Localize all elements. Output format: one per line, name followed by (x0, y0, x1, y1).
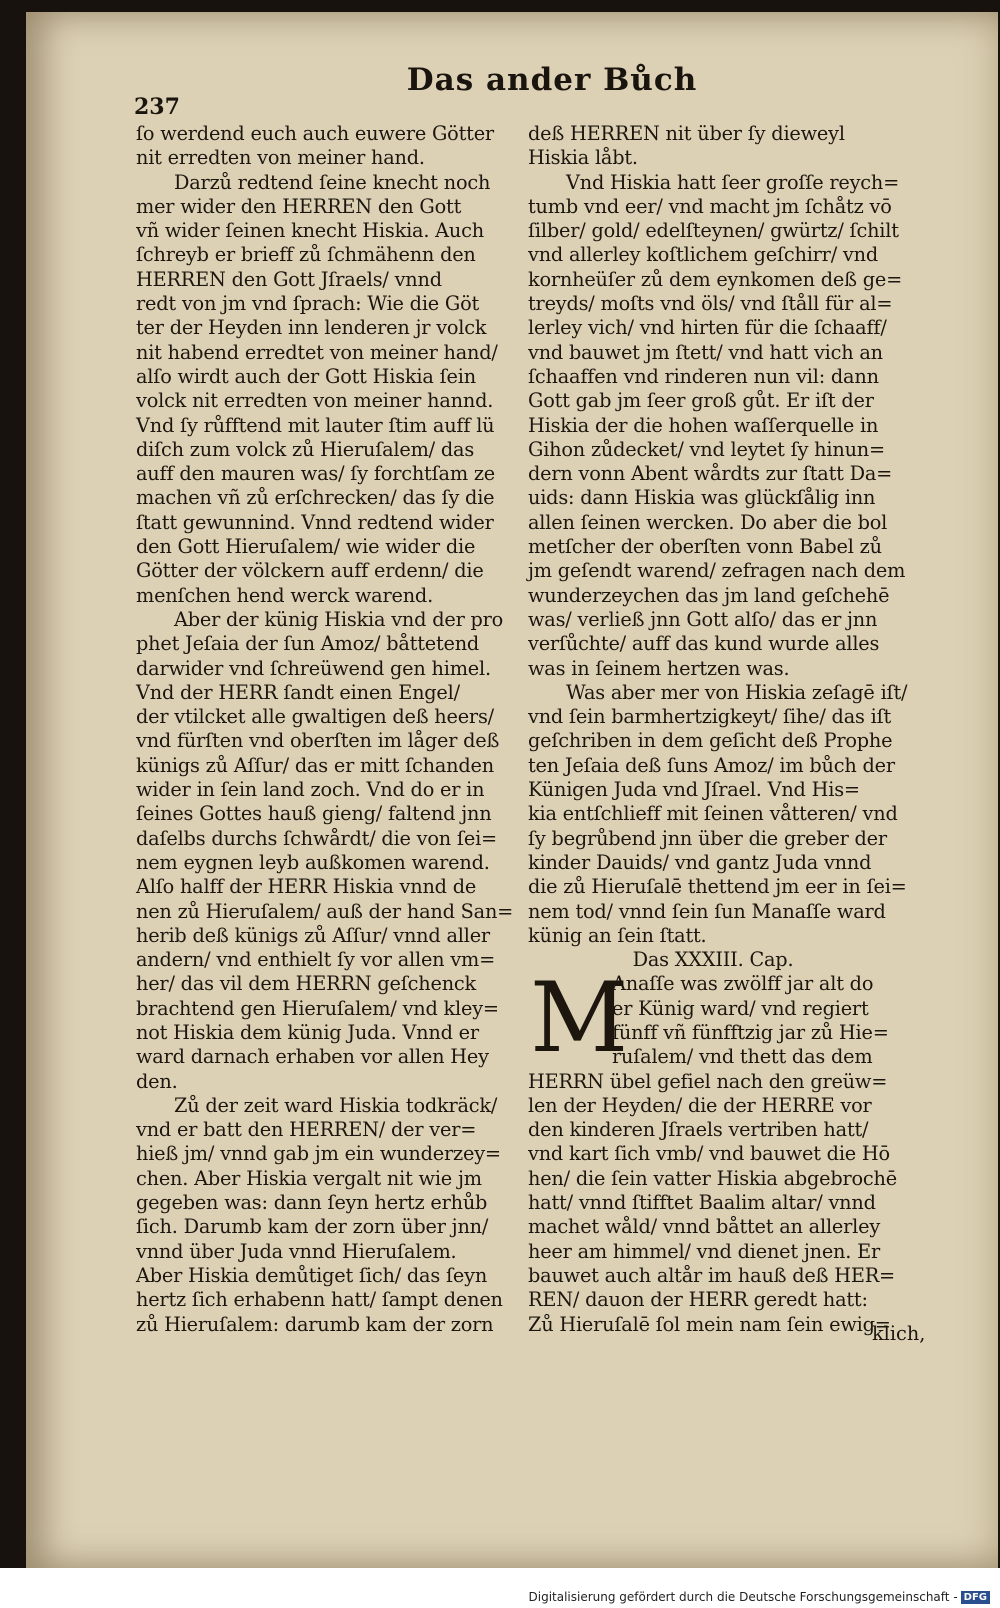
text-line: volck nit erredten von meiner hannd. (136, 389, 494, 413)
text-line: nen zů Hieruſalem/ auß der hand San= (136, 899, 514, 923)
running-head: Das ander Bůch (406, 62, 698, 98)
text-line: ſich. Darumb kam der zorn über jnn/ (136, 1215, 489, 1239)
text-line: daſelbs durchs ſchwårdt/ die von ſei= (136, 826, 497, 850)
page-number: 237 (134, 94, 180, 120)
text-line: ruſalem/ vnd thett das dem (612, 1045, 873, 1069)
text-line: tumb vnd eer/ vnd macht jm ſchåtz vō (528, 194, 892, 218)
text-line: ſchaaffen vnd rinderen nun vil: dann (528, 364, 879, 388)
text-line: diſch zum volck zů Hieruſalem/ das (136, 437, 475, 461)
text-line: er Künig ward/ vnd regiert (612, 996, 869, 1020)
text-line: vnd allerley koſtlichem geſchirr/ vnd (528, 243, 878, 267)
text-line: künigs zů Aſſur/ das er mitt ſchanden (136, 753, 494, 777)
text-line: Gott gab jm ſeer groß gůt. Er iſt der (528, 389, 874, 413)
text-line: darwider vnd ſchreüwend gen himel. (136, 656, 491, 680)
text-line: Vnd ſy růfftend mit lauter ſtim auff lü (136, 413, 495, 437)
text-line: HERREN den Gott Jſraels/ vnnd (136, 267, 442, 291)
text-line: heer am himmel/ vnd dienet jnen. Er (528, 1239, 881, 1263)
text-line: der vtilcket alle gwaltigen deß heers/ (136, 705, 494, 729)
catchword: klich, (872, 1322, 926, 1345)
text-line: ter der Heyden inn lenderen jr volck (136, 316, 487, 340)
text-line: dern vonn Abent wårdts zur ſtatt Da= (528, 462, 893, 486)
text-line: fünff vñ fünfftzig jar zů Hie= (612, 1020, 889, 1044)
text-line: brachtend gen Hieruſalem/ vnd kley= (136, 996, 499, 1020)
text-line: Anaſſe was zwölff jar alt do (612, 972, 874, 996)
text-line: kia entſchlieff mit ſeinen våtteren/ vnd (528, 802, 898, 826)
text-line: len der Heyden/ die der HERRE vor (528, 1093, 872, 1117)
text-line: ſchreyb er brieff zů ſchmähenn den (136, 243, 476, 267)
dfg-logo: DFG (961, 1591, 990, 1604)
text-line: machet wåld/ vnnd båttet an allerley (528, 1215, 881, 1239)
book-page (26, 12, 998, 1568)
text-line: Vnd der HERR ſandt einen Engel/ (136, 680, 460, 704)
text-line: uids: dann Hiskia was glückſålig inn (528, 486, 876, 510)
text-line: was/ verließ jnn Gott alſo/ das er jnn (528, 607, 878, 631)
text-line: Götter der völckern auff erdenn/ die (136, 559, 484, 583)
text-line: Das XXXIII. Cap. (632, 948, 794, 972)
text-line: ſeines Gottes hauß gieng/ faltend jnn (136, 802, 492, 826)
text-line: den. (136, 1069, 178, 1093)
text-line: not Hiskia dem künig Juda. Vnnd er (136, 1020, 479, 1044)
text-line: verſůchte/ auff das kund wurde alles (528, 632, 880, 656)
text-line: hertz ſich erhabenn hatt/ ſampt denen (136, 1288, 503, 1312)
text-line: ſilber/ gold/ edelſteynen/ gwürtz/ ſchilt (528, 219, 899, 243)
text-line: hieß jm/ vnnd gab jm ein wunderzey= (136, 1142, 501, 1166)
text-line: lerley vich/ vnd hirten für die ſchaaff/ (528, 316, 887, 340)
text-line: Hiskia låbt. (528, 146, 638, 170)
text-line: Zů Hieruſalē ſol mein nam ſein ewig= (528, 1312, 891, 1336)
footer-text: Digitalisierung gefördert durch die Deutsche Forschungsgemeinschaft - (528, 1590, 958, 1604)
text-line: vñ wider ſeinen knecht Hiskia. Auch (136, 219, 484, 243)
text-line: Darzů redtend ſeine knecht noch (174, 170, 491, 194)
text-line: ſo werdend euch auch euwere Götter (136, 122, 494, 145)
text-line: hatt/ vnnd ſtifftet Baalim altar/ vnnd (528, 1191, 876, 1215)
text-line: nem eygnen leyb außkomen warend. (136, 850, 490, 874)
text-line: Künigen Juda vnd Jſrael. Vnd His= (528, 778, 860, 802)
text-line: hen/ die ſein vatter Hiskia abgebrochē (528, 1166, 897, 1190)
text-line: vnd kart ſich vmb/ vnd bauwet die Hō (528, 1142, 890, 1166)
text-line: gegeben was: dann ſeyn hertz erhůb (136, 1191, 488, 1215)
text-line: alſo wirdt auch der Gott Hiskia ſein (136, 364, 476, 388)
footer-credit (529, 1590, 991, 1604)
text-line: allen ſeinen wercken. Do aber die bol (528, 510, 888, 534)
text-line: Zů der zeit ward Hiskia todkräck/ (174, 1093, 498, 1117)
text-line: vnd ſein barmhertzigkeyt/ ſihe/ das iſt (528, 705, 892, 729)
text-line: deß HERREN nit über ſy dieweyl (528, 122, 845, 145)
text-line: jm geſendt warend/ zefragen nach dem (528, 559, 906, 583)
text-line: nit erredten von meiner hand. (136, 146, 425, 170)
text-line: Aber der künig Hiskia vnd der pro (174, 607, 504, 631)
text-line: Alſo halff der HERR Hiskia vnnd de (136, 875, 477, 899)
text-line: geſchriben in dem geſicht deß Prophe (528, 729, 893, 753)
text-line: künig an ſein ſtatt. (528, 923, 707, 947)
text-line: bauwet auch altår im hauß deß HER= (528, 1263, 896, 1287)
text-line: nem tod/ vnnd ſein ſun Manaſſe ward (528, 899, 886, 923)
right-column (528, 122, 908, 1337)
text-line: redt von jm vnd ſprach: Wie die Göt (136, 292, 480, 316)
text-line: ſtatt gewunnind. Vnnd redtend wider (136, 510, 494, 534)
text-line: chen. Aber Hiskia vergalt nit wie jm (136, 1166, 482, 1190)
text-line: die zů Hieruſalē thettend jm eer in ſei= (528, 875, 907, 899)
text-line: herib deß künigs zů Aſſur/ vnnd aller (136, 923, 490, 947)
text-line: zů Hieruſalem: darumb kam der zorn (136, 1312, 494, 1336)
text-line: treyds/ moſts vnd öls/ vnd ſtåll für al= (528, 292, 893, 316)
text-line: machen vñ zů erſchrecken/ das ſy die (136, 486, 495, 510)
text-line: vnd er batt den HERREN/ der ver= (136, 1118, 477, 1142)
text-line: menſchen hend werck warend. (136, 583, 433, 607)
text-line: auff den mauren was/ ſy forchtſam ze (136, 462, 496, 486)
text-line: was in ſeinem hertzen was. (528, 656, 790, 680)
text-line: wunderzeychen das jm land geſchehē (528, 583, 890, 607)
text-line: Aber Hiskia demůtiget ſich/ das ſeyn (136, 1263, 488, 1287)
text-line: ten Jeſaia deß ſuns Amoz/ im bůch der (528, 753, 895, 777)
text-line: wider in ſein land zoch. Vnd do er in (136, 778, 485, 802)
drop-cap: M (530, 962, 629, 1074)
text-line: vnd bauwet jm ſtett/ vnd hatt vich an (528, 340, 883, 364)
text-line: den kinderen Jſraels vertriben hatt/ (528, 1118, 869, 1142)
text-line: ſy begrůbend jnn über die greber der (528, 826, 887, 850)
text-line: her/ das vil dem HERRN geſchenck (136, 972, 476, 996)
text-line: ward darnach erhaben vor allen Hey (136, 1045, 489, 1069)
text-line: nit habend erredtet von meiner hand/ (136, 340, 498, 364)
text-line: Gihon zůdecket/ vnd leytet ſy hinun= (528, 437, 885, 461)
text-line: mer wider den HERREN den Gott (136, 194, 462, 218)
text-line: metſcher der oberſten vonn Babel zů (528, 535, 882, 559)
left-column (136, 122, 514, 1337)
text-line: Was aber mer von Hiskia zeſagē iſt/ (566, 680, 908, 704)
text-line: den Gott Hieruſalem/ wie wider die (136, 535, 476, 559)
text-line: vnnd über Juda vnnd Hieruſalem. (136, 1239, 457, 1263)
text-line: REN/ dauon der HERR geredt hatt: (528, 1288, 868, 1312)
text-line: kinder Dauids/ vnd gantz Juda vnnd (528, 850, 872, 874)
text-line: phet Jeſaia der ſun Amoz/ båttetend (136, 632, 480, 656)
text-line: andern/ vnd enthielt ſy vor allen vm= (136, 948, 496, 972)
text-line: vnd fürſten vnd oberſten im låger deß (136, 729, 500, 753)
text-line: Vnd Hiskia hatt ſeer groſſe reych= (566, 170, 900, 194)
text-line: kornheüſer zů dem eynkomen deß ge= (528, 267, 903, 291)
text-line: HERRN übel gefiel nach den greüw= (528, 1069, 888, 1093)
text-line: Hiskia der die hohen waſſerquelle in (528, 413, 879, 437)
